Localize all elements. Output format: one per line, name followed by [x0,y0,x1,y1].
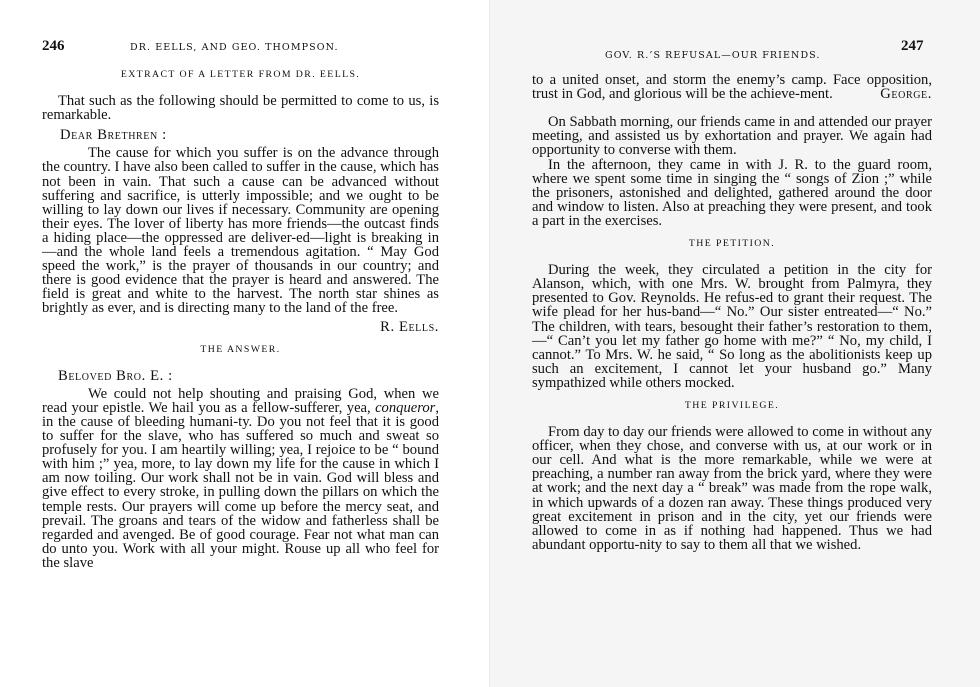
petition-body: During the week, they circulated a petition in the city for Alanson, which, with one Mrs. W. brought from Palmyra, they presented to Gov. Reynolds. He refus-ed to grant their request. The wife plead for her hus-band—“ No.” Our sister entreated—“ No.” The children, with tears, besought their father’s restoration to them,—“ Can’t you let my father go home with me?” “ No, my child, I cannot.” To Mrs. W. he said, “ So long as the abolitionists keep up such an excitement, I cannot let your husband go.” Many sympathized while others mocked. [532,262,932,391]
continuation-signature: George. [880,86,932,103]
extract-body: The cause for which you suffer is on the advance through the country. I have also been called to suffer in the cause, which has not been in vain. That such a cause can be advanced without suffering and sacrifice, is utterly impossible; and we ought to be willing to lay down our lives if necessary. Community are opening their eyes. The lover of liberty has more friends—the outcast finds a hiding place—the oppressed are deliver-ed—light is breaking in—and the whole land feels a tremendous agitation. “ May God speed the work,” is the prayer of thousands in our country; and there is good evidence that the prayer is heard and answered. The field is great and white to the harvest. The north star shines as brightly as ever, and is directing many to the land of the free. [42,145,439,317]
left-running-title: DR. EELLS, AND GEO. THOMPSON. [130,42,339,53]
right-column [532,73,932,552]
right-running-head [490,38,980,61]
extract-heading: EXTRACT OF A LETTER FROM DR. EELLS. [120,69,361,80]
privilege-heading: THE PRIVILEGE. [684,399,780,411]
extract-signature: R. Eells. [380,318,439,335]
petition-heading: THE PETITION. [688,238,776,250]
left-running-head [0,38,490,58]
left-page-number: 246 [42,38,65,54]
answer-body-emphasis: conqueror [375,399,436,416]
answer-body-start: We could not help shouting and praising God, when we read your epistle. We hail you as a fellow-sufferer, yea, [42,385,439,416]
continuation-text: to a united onset, and storm the enemy’s camp. Face opposition, trust in God, and glorious will be the achieve-ment. [532,72,932,103]
answer-salutation: Beloved Bro. E. : [58,367,173,384]
sabbath-paragraph-2: In the afternoon, they came in with J. R. to the guard room, where we spent some time in singing the “ songs of Zion ;” while the prisoners, astonished and delighted, gathered around the door and window to listen. Also at preaching they were present, and took a part in the exercises. [532,156,932,229]
answer-heading: THE ANSWER. [200,343,281,355]
left-column [42,68,439,570]
privilege-body: From day to day our friends were allowed to come in without any officer, when they chose, and converse with us, at our work or in our cell. And what is the more remarkable, while we were at preaching, a number ran away from the brick yard, where they were at work; and the next day a “ break” was made from the rope walk, in which upwards of a dozen ran away. These things produced very great excitement in prison and in the city, yet our friends were allowed to come in as if nothing had happened. Thus we had abundant opportu-nity to say to them all that we wished. [532,424,932,553]
extract-salutation: Dear Brethren : [60,127,167,144]
right-page [490,0,980,687]
right-page-number: 247 [901,38,924,54]
sabbath-paragraph-1: On Sabbath morning, our friends came in and attended our prayer meeting, and assisted us by exhortation and prayer. We again had opportunity to converse with them. [532,114,932,159]
answer-body-rest: , in the cause of bleeding humani-ty. Do you not feel that it is good to suffer for the slave, who has suffered so much and sweat so profusely for you. I am heartily willing; yea, I rejoice to be “ bound with him ;” yea, more, to lay down my life for the cause in which I am now toiling. Our work shall not be in vain. God will bless and give effect to every stroke, in pulling down the pillars on which the temple rests. Our prayers will come up before the mercy seat, and prevail. The groans and tears of the widow and fatherless shall be regarded and avenged. Be of good courage. Fear not what man can do unto you. Work with all your might. Rouse up all who feel for the slave [42,399,439,571]
extract-intro: That such as the following should be permitted to come to us, is remarkable. [42,93,439,124]
right-running-title: GOV. R.’S REFUSAL—OUR FRIENDS. [605,50,821,61]
answer-body [42,387,439,570]
